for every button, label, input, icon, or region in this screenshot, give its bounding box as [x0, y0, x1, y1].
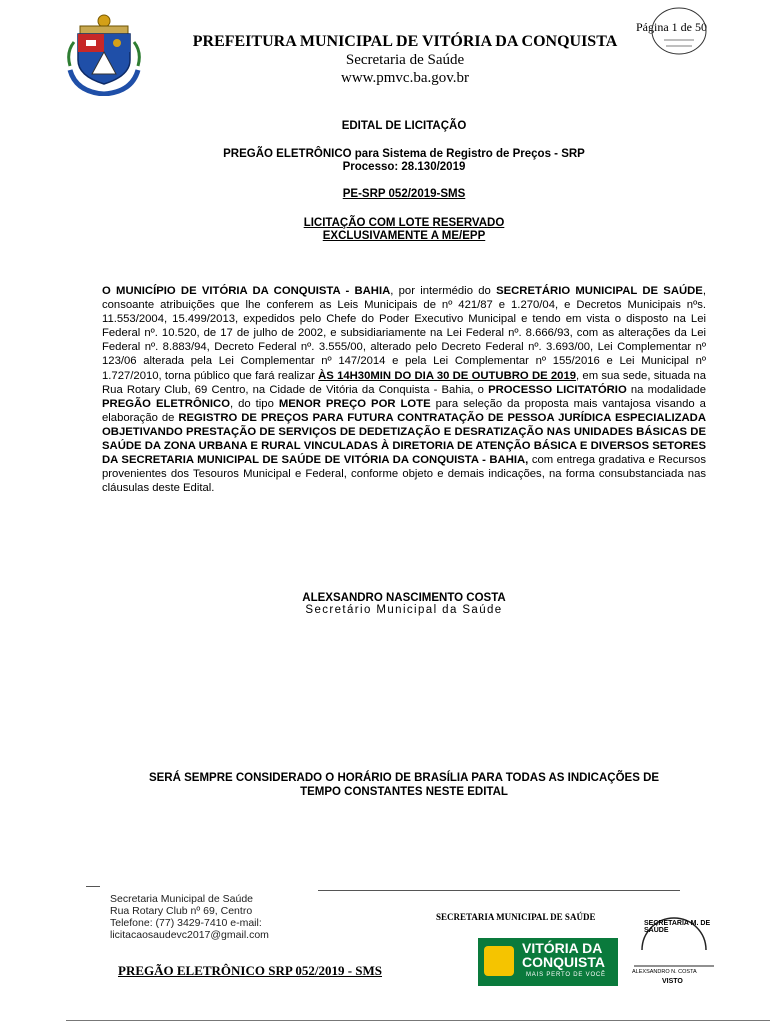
- signer-role: Secretário Municipal da Saúde: [305, 604, 503, 616]
- reserved-lot-line2: EXCLUSIVAMENTE A ME/EPP: [322, 230, 486, 242]
- footer-divider-short: [86, 886, 100, 887]
- signature-block: [100, 592, 708, 616]
- municipal-crest-logo: [66, 12, 142, 96]
- signer-name: ALEXSANDRO NASCIMENTO COSTA: [302, 592, 506, 604]
- document-header: [180, 33, 630, 87]
- time-notice: SERÁ SEMPRE CONSIDERADO O HORÁRIO DE BRASÍLIA PARA TODAS AS INDICAÇÕES DE TEMPO CONSTANTES NESTE EDITAL: [148, 772, 660, 798]
- approval-stamp: SECRETARIA M. DE SAÚDE ALEXSANDRO N. COSTA VISTO: [624, 910, 724, 990]
- vitoria-da-conquista-logo: VITÓRIA DA CONQUISTA MAIS PERTO DE VOCÊ: [478, 938, 618, 986]
- edital-title: EDITAL DE LICITAÇÃO: [341, 120, 467, 132]
- website-url: www.pmvc.ba.gov.br: [340, 70, 470, 86]
- edital-subtitle: PREGÃO ELETRÔNICO para Sistema de Registro de Preços - SRP: [223, 148, 585, 160]
- footer-department: SECRETARIA MUNICIPAL DE SAÚDE: [436, 912, 596, 922]
- department-name: Secretaria de Saúde: [345, 52, 465, 68]
- logo-emblem-icon: [484, 946, 514, 976]
- page-indicator: Página 1 de 50: [636, 20, 707, 34]
- edital-reference: PE-SRP 052/2019-SMS: [342, 188, 466, 200]
- footer-reference: PREGÃO ELETRÔNICO SRP 052/2019 - SMS: [118, 963, 383, 978]
- page-bottom-rule: [66, 1020, 770, 1021]
- reserved-lot-line1: LICITAÇÃO COM LOTE RESERVADO: [303, 217, 505, 229]
- footer-contact: Secretaria Municipal de Saúde Rua Rotary Club nº 69, Centro Telefone: (77) 3429-7410 e-mail: licitacaosaudevc2017@gmail.com: [110, 893, 269, 941]
- header-stamp-icon: [650, 6, 708, 56]
- municipality-name: PREFEITURA MUNICIPAL DE VITÓRIA DA CONQUISTA: [192, 33, 618, 50]
- edital-body-paragraph: O MUNICÍPIO DE VITÓRIA DA CONQUISTA - BAHIA, por intermédio do SECRETÁRIO MUNICIPAL DE SAÚDE, consoante atribuições que lhe conferem as Leis Municipais de nº 421/87 e 1.270/04, e Decretos Municipais nºs. 11.553/2004, 15.499/2013, expedidos pelo Chefe do Poder Executivo Municipal e tendo em vista o disposto na Lei Federal nº. 10.520, de 17 de julho de 2002, e subsidiariamente na Lei Federal nº. 8.666/93, com as alterações da Lei Federal nº. 8.883/94, Decreto Federal nº. 3.555/00, alterado pelo Decreto Federal nº. 3.693/00, Lei Complementar nº 123/06 alterada pela Lei Complementar nº 147/2014 e pela Lei Complementar nº 155/2016 e Lei Municipal nº 1.727/2010, torna público que fará realizar ÀS 14H30MIN DO DIA 30 DE OUTUBRO DE 2019, em sua sede, situada na Rua Rotary Club, 69 Centro, na Cidade de Vitória da Conquista - Bahia, o PROCESSO LICITATÓRIO na modalidade PREGÃO ELETRÔNICO, do tipo MENOR PREÇO POR LOTE para seleção da proposta mais vantajosa visando a elaboração de REGISTRO DE PREÇOS PARA FUTURA CONTRATAÇÃO DE PESSOA JURÍDICA ESPECIALIZADA OBJETIVANDO PRESTAÇÃO DE SERVIÇOS DE DEDETIZAÇÃO E DESRATIZAÇÃO NAS UNIDADES BÁSICAS DE SAÚDE DA ZONA URBANA E RURAL VINCULADAS À DIRETORIA DE ATENÇÃO BÁSICA E DIVERSOS SETORES DA SECRETARIA MUNICIPAL DE SAÚDE DE VITÓRIA DA CONQUISTA - BAHIA, com entrega gradativa e Recursos provenientes dos Tesouros Municipal e Federal, conforme objeto e demais indicações, na forma consubstanciada nas cláusulas deste Edital.: [102, 285, 706, 495]
- process-number: Processo: 28.130/2019: [342, 161, 466, 173]
- footer-divider: [318, 890, 680, 891]
